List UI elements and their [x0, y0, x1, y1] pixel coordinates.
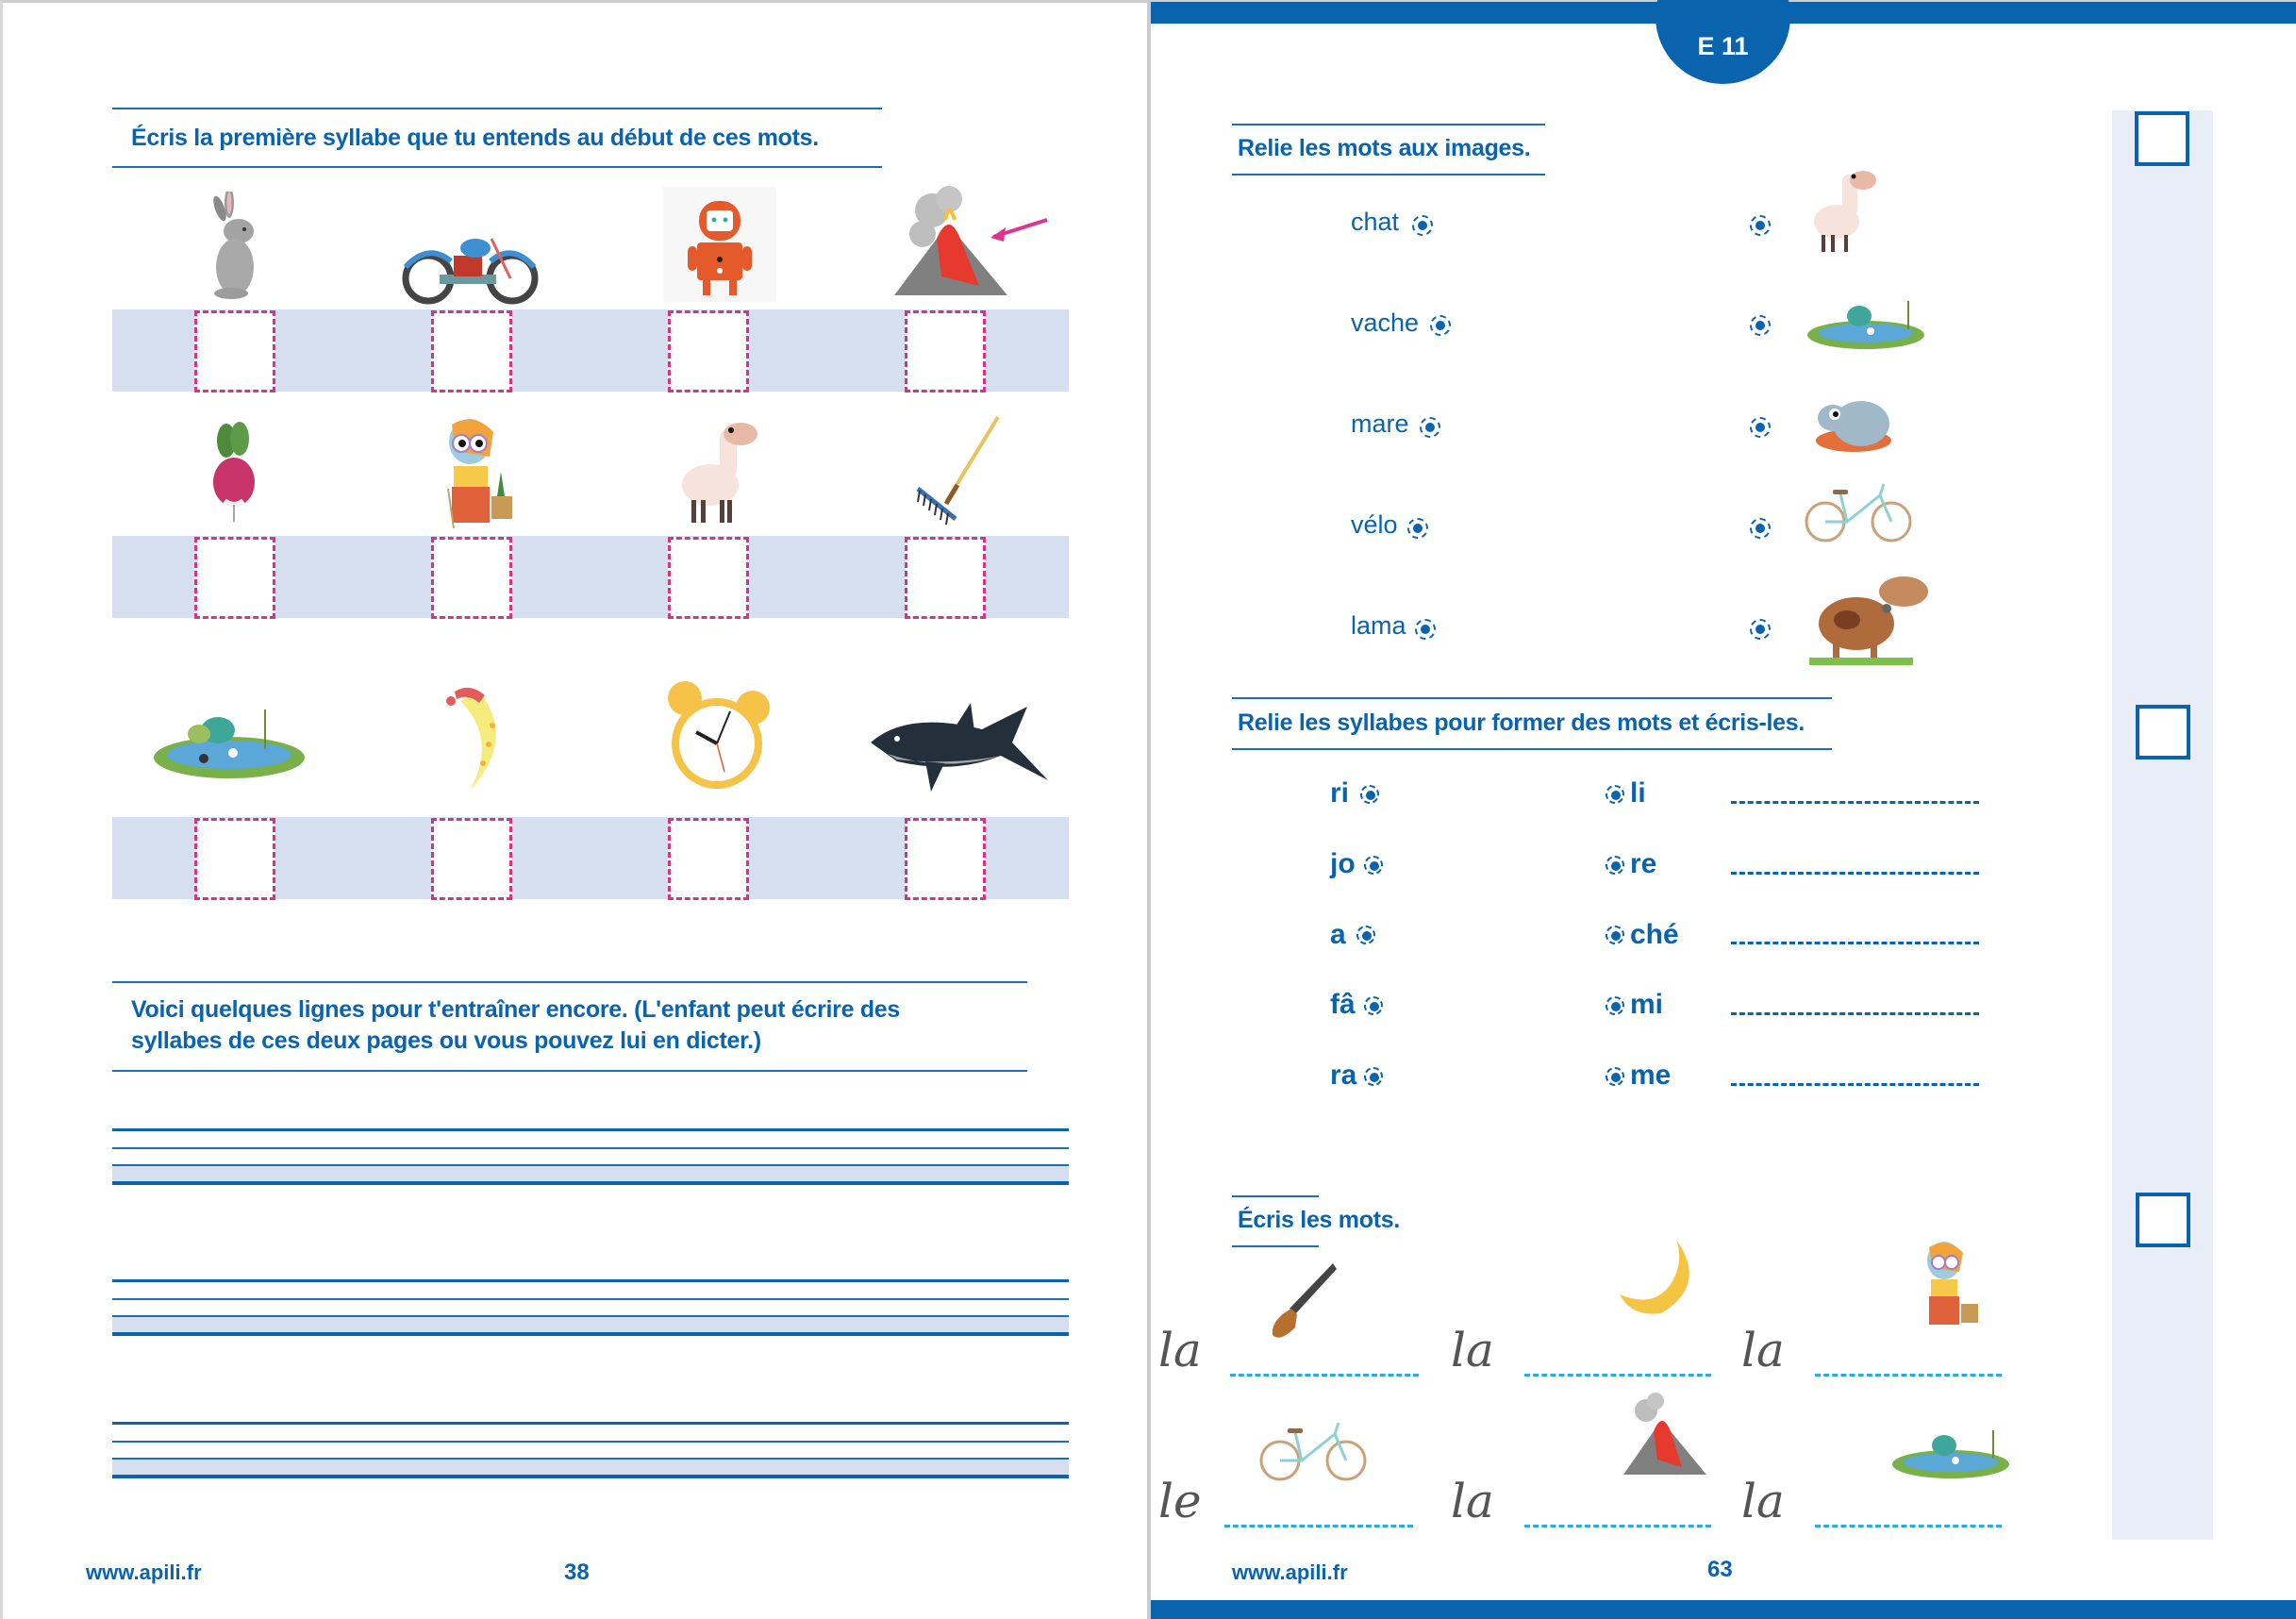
article: la	[1158, 1323, 1202, 1377]
checkbox-exercise-2[interactable]	[2136, 705, 2190, 759]
answer-line[interactable]	[1731, 801, 1979, 804]
answer-line[interactable]	[1731, 872, 1979, 875]
rake-image	[904, 409, 1007, 531]
syllable-left: jo	[1330, 848, 1356, 879]
word-label: lama	[1351, 611, 1406, 640]
alarm-clock-image	[654, 673, 786, 800]
syllable-right: li	[1630, 777, 1646, 809]
title-rule-bottom	[1232, 1245, 1319, 1247]
bicycle-image	[1255, 1408, 1373, 1483]
motorcycle-image	[399, 215, 541, 305]
answer-box[interactable]	[905, 537, 986, 619]
connect-dot[interactable]	[1750, 315, 1771, 336]
answer-box[interactable]	[668, 310, 749, 392]
bottom-bar	[1151, 1600, 2296, 1619]
answer-line[interactable]	[1815, 1374, 2002, 1377]
article: la	[1741, 1474, 1785, 1528]
answer-box[interactable]	[905, 310, 986, 392]
pond-image	[149, 682, 309, 781]
word-label: chat	[1351, 208, 1400, 236]
syllable-right: ché	[1630, 919, 1679, 950]
title-rule-top	[1232, 697, 1832, 699]
connect-dot[interactable]	[1606, 926, 1624, 944]
grandmother-image	[1905, 1228, 1990, 1332]
shark-image	[866, 692, 1055, 795]
exercise-title-line-2: syllabes de ces deux pages ou vous pouvez lui en dicter.)	[131, 1027, 761, 1054]
connect-dot[interactable]	[1750, 417, 1771, 438]
connect-dot[interactable]	[1364, 856, 1383, 875]
article: la	[1741, 1323, 1785, 1377]
connect-dot[interactable]	[1407, 518, 1428, 539]
answer-line[interactable]	[1224, 1525, 1413, 1527]
cow-image	[1797, 559, 1934, 667]
syllable-right: mi	[1630, 989, 1664, 1020]
exercise-badge-label: E 11	[1697, 32, 1749, 60]
answer-line[interactable]	[1731, 942, 1979, 944]
syllable-left: ri	[1330, 777, 1350, 809]
exercise-title-line-1: Voici quelques lignes pour t'entraîner encore. (L'enfant peut écrire des	[131, 996, 901, 1023]
right-page	[1151, 0, 2296, 1619]
answer-box[interactable]	[194, 310, 275, 392]
checkbox-exercise-1[interactable]	[2135, 111, 2189, 166]
title-rule-bottom	[1232, 748, 1832, 750]
exercise-title: Écris les mots.	[1238, 1207, 1400, 1233]
connect-dot[interactable]	[1750, 518, 1771, 539]
file-tool-image	[1264, 1257, 1339, 1342]
writing-lines[interactable]	[112, 1279, 1069, 1336]
radish-image	[196, 418, 272, 524]
writing-lines[interactable]	[112, 1128, 1069, 1185]
page-number: 38	[564, 1560, 590, 1585]
title-rule-bottom	[112, 1070, 1027, 1072]
answer-box[interactable]	[431, 818, 512, 900]
answer-box[interactable]	[668, 818, 749, 900]
connect-dot[interactable]	[1420, 417, 1440, 438]
article: la	[1451, 1474, 1494, 1528]
syllable-left: ra	[1330, 1060, 1357, 1091]
rabbit-image	[191, 187, 286, 300]
llama-image	[1802, 160, 1887, 255]
answer-line[interactable]	[1524, 1525, 1711, 1527]
volcano-image	[885, 177, 1055, 305]
answer-line[interactable]	[1524, 1374, 1711, 1377]
connect-dot[interactable]	[1430, 315, 1451, 336]
answer-line[interactable]	[1731, 1012, 1979, 1015]
connect-dot[interactable]	[1606, 785, 1624, 804]
footer-url[interactable]: www.apili.fr	[1232, 1561, 1348, 1584]
footer-url[interactable]: www.apili.fr	[86, 1561, 202, 1584]
answer-box[interactable]	[194, 537, 275, 619]
title-rule-top	[1232, 1195, 1319, 1197]
title-rule-top	[112, 108, 882, 109]
writing-lines[interactable]	[112, 1422, 1069, 1478]
moon-image	[427, 677, 531, 795]
pond-image	[1802, 285, 1929, 351]
article: le	[1158, 1474, 1202, 1528]
syllable-left: fâ	[1330, 989, 1356, 1020]
answer-box[interactable]	[194, 818, 275, 900]
connect-dot[interactable]	[1606, 1067, 1624, 1086]
exercise-title: Écris la première syllabe que tu entends au début de ces mots.	[131, 125, 819, 151]
connect-dot[interactable]	[1606, 996, 1624, 1015]
answer-line[interactable]	[1815, 1525, 2002, 1527]
page-number: 63	[1707, 1557, 1733, 1582]
answer-box[interactable]	[431, 310, 512, 392]
answer-box[interactable]	[905, 818, 986, 900]
volcano-image	[1613, 1387, 1717, 1481]
connect-dot[interactable]	[1412, 215, 1433, 236]
connect-dot[interactable]	[1606, 856, 1624, 875]
word-label: vache	[1351, 309, 1420, 337]
grandmother-image	[418, 409, 531, 531]
crescent-moon-image	[1613, 1233, 1707, 1318]
robot-image	[663, 187, 776, 302]
answer-box[interactable]	[431, 537, 512, 619]
pond-image	[1887, 1412, 2014, 1480]
connect-dot[interactable]	[1356, 926, 1375, 944]
connect-dot[interactable]	[1360, 785, 1379, 804]
connect-dot[interactable]	[1750, 619, 1771, 640]
syllable-right: re	[1630, 848, 1657, 879]
syllable-left: a	[1330, 919, 1346, 950]
syllable-right: me	[1630, 1060, 1672, 1091]
progress-sidebar	[2112, 110, 2213, 1540]
answer-line[interactable]	[1230, 1374, 1419, 1377]
bicycle-image	[1802, 474, 1915, 544]
connect-dot[interactable]	[1364, 1067, 1383, 1086]
cat-image	[1802, 379, 1905, 455]
title-rule-bottom	[112, 166, 882, 168]
title-rule-top	[112, 981, 1027, 983]
title-rule-top	[1232, 124, 1545, 125]
llama-image	[663, 409, 776, 526]
answer-box[interactable]	[668, 537, 749, 619]
connect-dot[interactable]	[1750, 215, 1771, 236]
answer-line[interactable]	[1731, 1083, 1979, 1086]
checkbox-exercise-3[interactable]	[2136, 1193, 2190, 1247]
exercise-title: Relie les mots aux images.	[1238, 135, 1531, 161]
word-label: vélo	[1351, 510, 1398, 539]
connect-dot[interactable]	[1364, 996, 1383, 1015]
article: la	[1451, 1323, 1494, 1377]
exercise-title: Relie les syllabes pour former des mots et écris-les.	[1238, 709, 1805, 736]
connect-dot[interactable]	[1415, 619, 1436, 640]
word-label: mare	[1351, 409, 1409, 438]
title-rule-bottom	[1232, 174, 1545, 175]
